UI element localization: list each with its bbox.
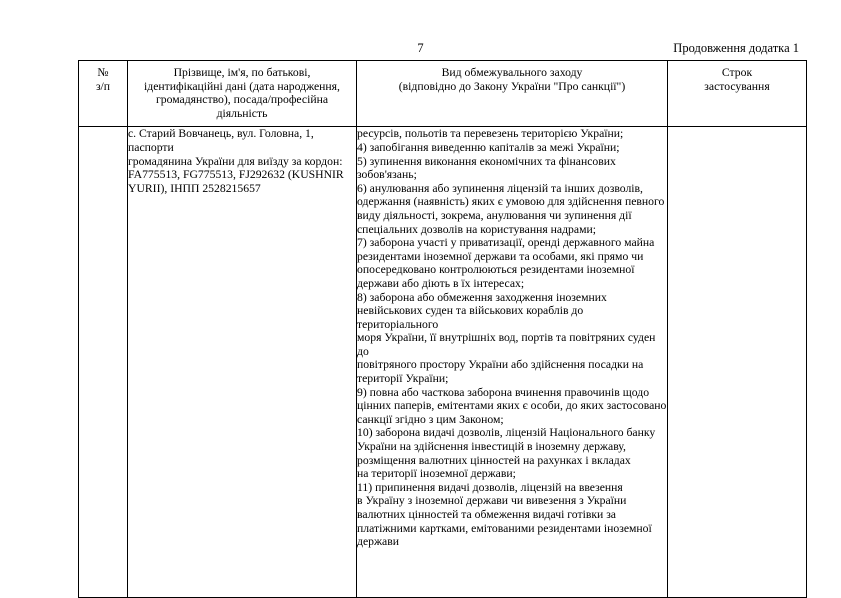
column-header-measure-text bbox=[357, 61, 667, 99]
measure-paragraph: 8) заборона або обмеження заходження іноземних невійськових суден та військових кораблів до територіального моря України, її внутрішніх вод, портів та повітряних суден до повітряного простору України або здійснення посадки на території України; bbox=[357, 290, 656, 386]
measure-paragraph: 9) повна або часткова заборона вчинення правочинів щодо цінних паперів, емітентами яких є особи, до яких застосовано санкції згідно з цим Законом; bbox=[357, 385, 667, 426]
header-line: ідентифікаційні дані (дата народження, bbox=[144, 79, 340, 93]
header-line: Прізвище, ім'я, по батькові, bbox=[173, 66, 311, 79]
header-line: (відповідно до Закону України "Про санкції") bbox=[398, 79, 626, 93]
column-header-number bbox=[79, 61, 128, 127]
sanctions-table bbox=[78, 60, 807, 598]
table-header-row bbox=[79, 61, 807, 127]
column-header-person bbox=[128, 61, 357, 127]
person-line: YURII), ІНПП 2528215657 bbox=[128, 181, 261, 195]
header-line: застосування bbox=[704, 79, 770, 93]
cell-number bbox=[79, 127, 128, 598]
header-line: № bbox=[97, 66, 109, 79]
column-header-term-text bbox=[668, 61, 806, 99]
column-header-number-text bbox=[79, 61, 127, 99]
cell-measure bbox=[357, 127, 668, 598]
cell-person bbox=[128, 127, 357, 598]
cell-term bbox=[668, 127, 807, 598]
header-line: громадянство), посада/професійна діяльність bbox=[155, 93, 329, 120]
column-header-measure bbox=[357, 61, 668, 127]
measure-paragraph: 4) запобігання виведенню капіталів за межі України; bbox=[357, 140, 620, 154]
page-number: 7 bbox=[417, 41, 424, 55]
person-line: с. Старий Вовчанець, вул. Головна, 1, паспорти bbox=[128, 127, 314, 154]
measure-paragraph: ресурсів, польотів та перевезень територією України; bbox=[357, 127, 624, 141]
person-line: громадянина України для виїзду за кордон: bbox=[128, 154, 343, 168]
column-header-person-text bbox=[128, 61, 356, 126]
continuation-label: Продовження додатка 1 bbox=[673, 41, 799, 55]
column-header-term bbox=[668, 61, 807, 127]
person-line: FA775513, FG775513, FJ292632 (KUSHNIR bbox=[128, 168, 344, 182]
measure-paragraph: 10) заборона видачі дозволів, ліцензій Національного банку України на здійснення інвестицій в іноземну державу, розміщення валютних цінностей на рахунках і вкладах на території іноземної держави; bbox=[357, 426, 656, 481]
measure-paragraph: 7) заборона участі у приватизації, оренді державного майна резидентами іноземної держави та особами, які прямо чи опосередковано контролюються резидентами іноземної держави або діють в їх інтересах; bbox=[357, 236, 655, 290]
page-header bbox=[0, 40, 841, 58]
measure-paragraph: 5) зупинення виконання економічних та фінансових зобов'язань; bbox=[357, 154, 616, 182]
table-row bbox=[79, 127, 807, 598]
header-line: Вид обмежувального заходу bbox=[441, 66, 583, 79]
header-line: з/п bbox=[95, 79, 111, 93]
measure-paragraph: 6) анулювання або зупинення ліцензій та інших дозволів, одержання (наявність) яких є умовою для здійснення певного виду діяльності, зокрема, анулювання чи зупинення дії спеціальних дозволів на користування надрами; bbox=[357, 181, 665, 236]
measure-paragraph: 11) припинення видачі дозволів, ліцензій на ввезення в Україну з іноземної держави чи вивезення з України валютних цінностей та обмеження видачі готівки за платіжними картками, емітованими резидентами іноземної держави bbox=[357, 480, 652, 549]
header-line: Строк bbox=[721, 66, 753, 79]
